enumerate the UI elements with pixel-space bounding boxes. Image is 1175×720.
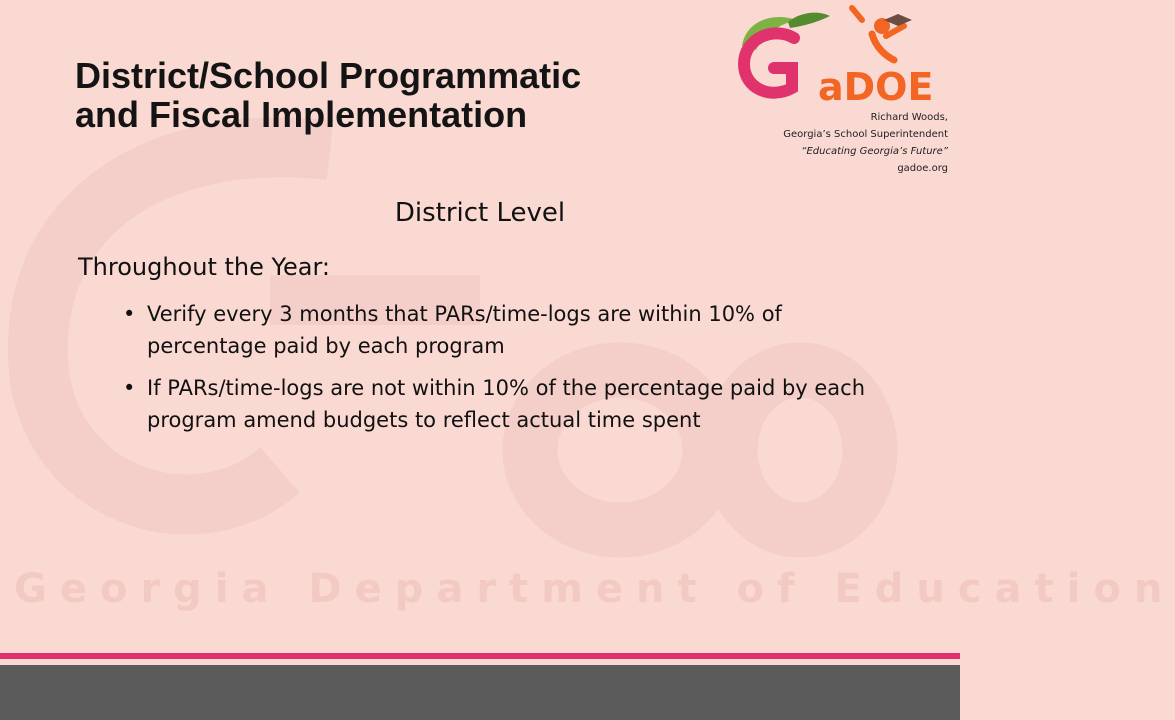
superintendent-name: Richard Woods, bbox=[870, 112, 948, 123]
footer-accent-band bbox=[0, 653, 960, 659]
slide-title bbox=[75, 56, 715, 134]
bullet-icon: • bbox=[123, 376, 136, 400]
superintendent-role: Georgia’s School Superintendent bbox=[783, 129, 948, 140]
bullet-item bbox=[120, 372, 880, 436]
gadoe-logo bbox=[734, 8, 956, 108]
bullet-text: Verify every 3 months that PARs/time-logs are within 10% of percentage paid by each program bbox=[147, 302, 782, 358]
title-line-1: District/School Programmatic bbox=[75, 55, 582, 96]
bullet-list bbox=[120, 298, 880, 446]
lead-text: Throughout the Year: bbox=[78, 253, 330, 281]
logo-caption bbox=[783, 109, 948, 177]
bullet-item bbox=[120, 298, 880, 362]
logo-wordmark: aDOE bbox=[818, 65, 934, 109]
motto: “Educating Georgia’s Future” bbox=[801, 146, 948, 157]
website: gadoe.org bbox=[897, 163, 948, 174]
bullet-text: If PARs/time-logs are not within 10% of the percentage paid by each program amend budgets to reflect actual time spent bbox=[147, 376, 866, 432]
watermark-text: Georgia Department of Education bbox=[14, 566, 1175, 612]
subheading: District Level bbox=[394, 198, 566, 228]
graduate-figure-icon bbox=[852, 8, 912, 60]
title-line-2: and Fiscal Implementation bbox=[75, 94, 528, 135]
bullet-icon: • bbox=[123, 302, 136, 326]
footer-band bbox=[0, 665, 960, 720]
